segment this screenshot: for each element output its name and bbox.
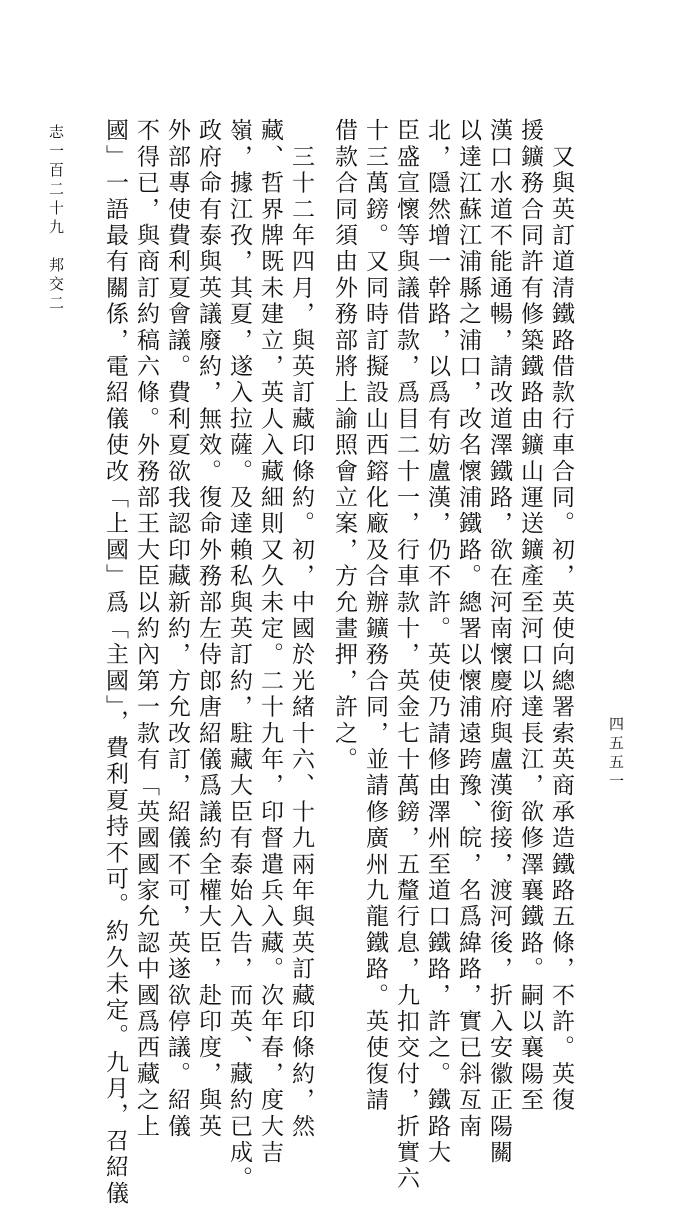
text-column: 外部專使費利夏會議。費利夏欲我認印藏新約，方允改訂，紹儀不可，英遂欲停議。紹儀	[164, 118, 190, 1140]
text-column: 嶺，據江孜，其夏，遂入拉薩。及達賴私與英訂約，駐藏大臣有泰始入告，而英、藏約已成。	[226, 118, 252, 1193]
text-column: 臣盛宣懷等與議借款，爲目二十一，行車款十，英金七十萬鎊，五釐行息，九扣交付，折實六	[393, 118, 419, 1193]
text-column: 國」一語最有關係，電紹儀使改「上國」爲「主國」，費利夏持不可。約久未定。九月，召紹儀	[102, 118, 128, 1207]
text-column: 援鑛務合同許有修築鐵路由鑛山運送鑛產至河口以達長江，欲修澤襄鐵路。嗣以襄陽至	[517, 118, 543, 1114]
text-column: 借款合同須由外務部將上諭照會立案，方允畫押，許之。	[331, 118, 357, 773]
page-number: 四五五一	[607, 716, 625, 792]
text-column: 以達江蘇江浦縣之浦口，改名懷浦鐵路。總署以懷浦遠跨豫、皖，名爲緯路，實已斜亙南	[455, 118, 481, 1140]
text-column: 北，隱然增一幹路，以爲有妨盧漢，仍不許。英使乃請修由澤州至道口鐵路，許之。鐵路大	[424, 118, 450, 1166]
text-column: 政府命有泰與英議廢約，無效。復命外務部左侍郎唐紹儀爲議約全權大臣，赴印度，與英	[195, 118, 221, 1140]
text-column: 十三萬鎊。又同時訂擬設山西鎔化廠及合辦鑛務合同，並請修廣州九龍鐵路。英使復請	[362, 118, 388, 1114]
text-column: 藏、哲界牌既未建立，英人入藏細則又久未定。二十九年，印督遣兵入藏。次年春，度大吉	[257, 118, 283, 1166]
running-header: 志一百二十九 邦交二	[47, 124, 65, 314]
text-column: 漢口水道不能通暢，請改道澤鐵路，欲在河南懷慶府與盧漢銜接，渡河後，折入安徽正陽關	[486, 118, 512, 1166]
text-column: 三十二年四月，與英訂藏印條約。初，中國於光緒十六、十九兩年與英訂藏印條約，然	[288, 118, 314, 1140]
text-column: 不得已，與商訂約稿六條。外務部王大臣以約內第一款有「英國國家允認中國爲西藏之上	[133, 118, 159, 1140]
text-column: 又與英訂道清鐵路借款行車合同。初，英使向總署索英商承造鐵路五條，不許。英復	[548, 118, 574, 1114]
